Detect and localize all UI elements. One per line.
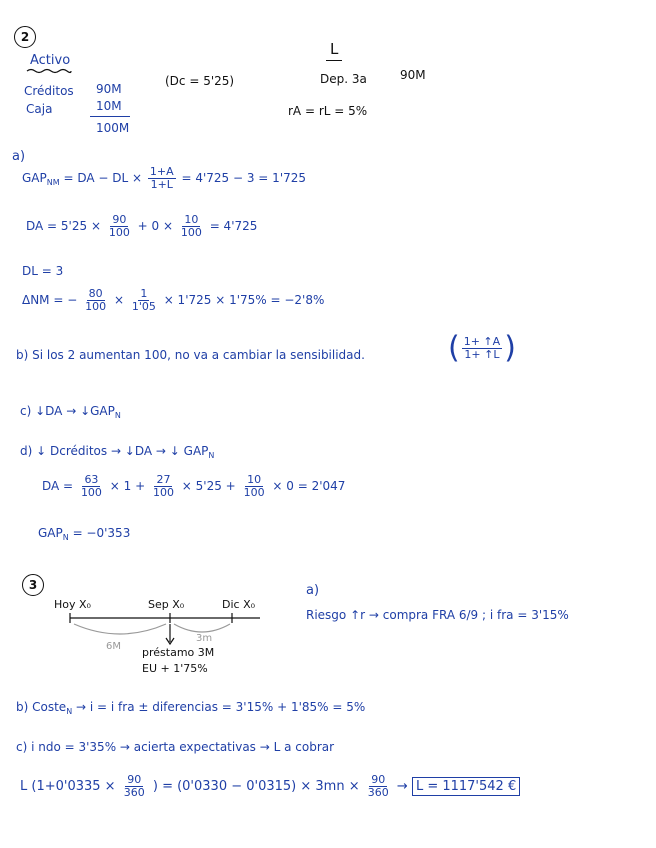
da-lhs: DA = 5'25 × bbox=[26, 219, 101, 233]
part-d-sub: N bbox=[208, 451, 215, 460]
span-3m-label: 3m bbox=[196, 633, 213, 644]
section-3-part-a-text: Riesgo ↑r → compra FRA 6/9 ; i fra = 3'15% bbox=[306, 608, 569, 622]
final-lhs: L (1+0'0335 × bbox=[20, 779, 116, 794]
gap-lhs-sub: NM bbox=[46, 178, 60, 187]
pasivo-underline bbox=[326, 60, 342, 61]
part-a-label: a) bbox=[12, 149, 26, 164]
delta-fraction-1: $\frac{80}{100}$ bbox=[85, 287, 107, 313]
gap-result-label: GAP bbox=[38, 526, 63, 540]
part-c-main: c) ↓DA → ↓GAP bbox=[20, 404, 115, 418]
gap-result-sub: N bbox=[62, 533, 69, 542]
dl-line: DL = 3 bbox=[22, 264, 64, 278]
total-value: 100M bbox=[96, 121, 130, 135]
d-fraction-2: $\frac{27}{100}$ bbox=[152, 473, 174, 499]
da-rhs: = 4'725 bbox=[209, 219, 258, 233]
part-b-rest: → i = i fra ± diferencias = 3'15% + 1'85% = 5% bbox=[76, 700, 366, 714]
loan-line-2: EU + 1'75% bbox=[142, 662, 208, 675]
part-b-sub: N bbox=[66, 707, 73, 716]
dc-note: (Dc = 5'25) bbox=[165, 74, 235, 88]
span-6m-label: 6M bbox=[106, 641, 121, 652]
section-2-number: 2 bbox=[14, 26, 36, 48]
dep-label: Dep. 3a bbox=[320, 72, 367, 86]
timeline-right-label: Dic X₀ bbox=[222, 598, 256, 611]
section-3-part-b bbox=[16, 700, 365, 719]
gap-result bbox=[38, 526, 130, 545]
delta-formula bbox=[22, 288, 324, 313]
pasivo-title: L bbox=[330, 40, 339, 58]
d-formula bbox=[42, 474, 345, 499]
final-fraction-2: $\frac{90}{360}$ bbox=[367, 773, 389, 799]
gap-lhs: GAP bbox=[22, 171, 47, 185]
gap-result-value: = −0'353 bbox=[72, 526, 131, 540]
dep-value: 90M bbox=[400, 68, 426, 82]
section-3-number: 3 bbox=[22, 574, 44, 596]
timeline-left-label: Hoy X₀ bbox=[54, 598, 91, 611]
section-3-part-a-label: a) bbox=[306, 583, 320, 598]
part-b-text: b) Si los 2 aumentan 100, no va a cambiar la sensibilidad. bbox=[16, 348, 365, 362]
d-mid-2: × 5'25 + bbox=[181, 479, 236, 493]
timeline-mid-label: Sep X₀ bbox=[148, 598, 185, 611]
part-c-text bbox=[20, 404, 121, 423]
creditos-value: 90M bbox=[96, 82, 122, 96]
da-mid: + 0 × bbox=[137, 219, 174, 233]
d-lhs: DA = bbox=[42, 479, 74, 493]
gap-rhs: = 4'725 − 3 = 1'725 bbox=[181, 171, 307, 185]
section-3-part-c: c) i ndo = 3'35% → acierta expectativas → L a cobrar bbox=[16, 740, 335, 754]
rates-line: rA = rL = 5% bbox=[288, 104, 368, 118]
d-mid-1: × 1 + bbox=[109, 479, 146, 493]
da-fraction-1: $\frac{90}{100}$ bbox=[108, 213, 130, 239]
part-b-fraction: ( $\frac{1+ ↑A}{1+ ↑L}$ ) bbox=[448, 330, 516, 366]
gap-formula bbox=[22, 166, 306, 191]
activo-title: Activo bbox=[30, 53, 71, 68]
d-fraction-3: $\frac{10}{100}$ bbox=[243, 473, 265, 499]
final-fraction-1: $\frac{90}{360}$ bbox=[123, 773, 145, 799]
d-rhs: × 0 = 2'047 bbox=[272, 479, 346, 493]
loan-line-1: préstamo 3M bbox=[142, 646, 215, 659]
caja-label: Caja bbox=[26, 102, 53, 116]
delta-lhs: ΔNM = − bbox=[22, 293, 78, 307]
activo-underline bbox=[26, 68, 72, 74]
final-mid: ) = (0'0330 − 0'0315) × 3mn × bbox=[152, 779, 360, 794]
part-d-text bbox=[20, 444, 214, 463]
da-formula bbox=[26, 214, 257, 239]
part-b-main: b) Coste bbox=[16, 700, 67, 714]
delta-times: × bbox=[113, 293, 124, 307]
final-arrow: → bbox=[396, 779, 408, 794]
d-fraction-1: $\frac{63}{100}$ bbox=[80, 473, 102, 499]
creditos-label: Créditos bbox=[24, 84, 74, 98]
delta-rhs: × 1'725 × 1'75% = −2'8% bbox=[163, 293, 325, 307]
total-rule bbox=[90, 116, 130, 117]
part-d-main: d) ↓ Dcréditos → ↓DA → ↓ GAP bbox=[20, 444, 209, 458]
final-boxed-result: L = 1117'542 € bbox=[412, 777, 520, 796]
gap-mid: = DA − DL × bbox=[63, 171, 143, 185]
delta-fraction-2: $\frac{1}{1'05}$ bbox=[131, 287, 156, 313]
caja-value: 10M bbox=[96, 99, 122, 113]
final-formula bbox=[20, 774, 520, 799]
gap-fraction: $\frac{1+A}{1+L}$ bbox=[149, 165, 174, 191]
da-fraction-2: $\frac{10}{100}$ bbox=[180, 213, 202, 239]
part-c-sub: N bbox=[114, 411, 121, 420]
